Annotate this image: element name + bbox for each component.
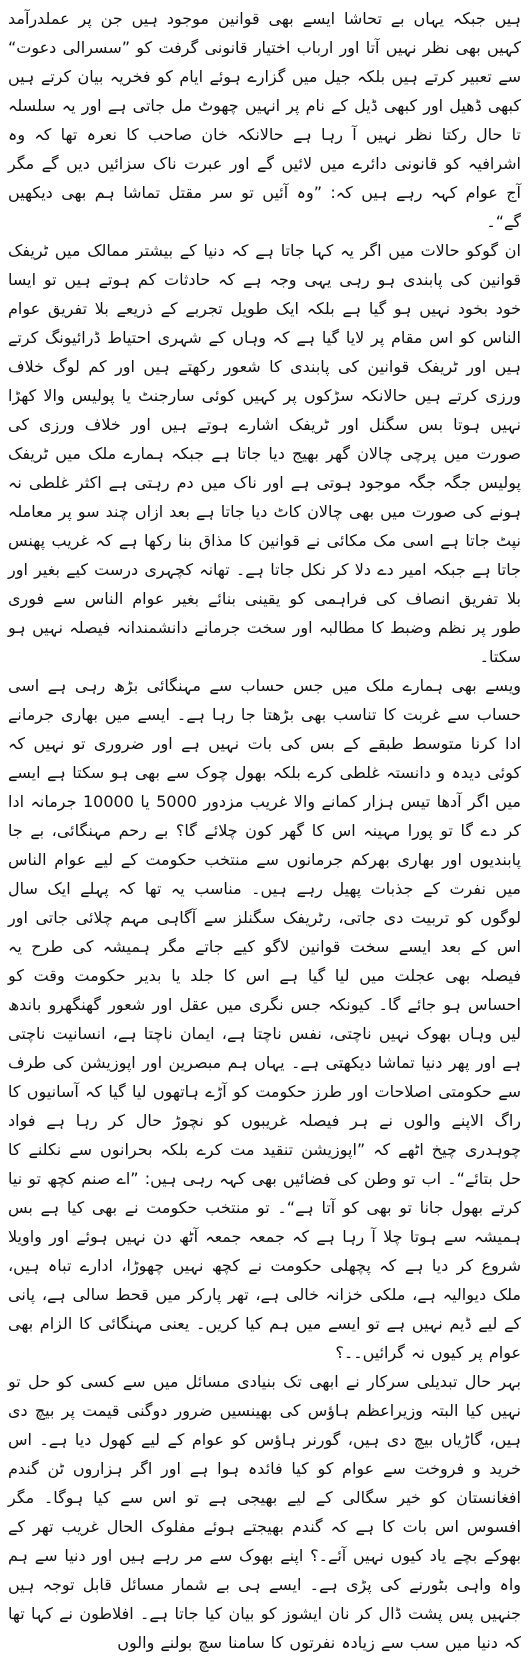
article-paragraph: ان گوکو حالات میں اگر یہ کہا جاتا ہے کہ دنیا کے بیشتر ممالک میں ٹریفک قوانین کی پابندی ہو رہی یہی وجہ ہے کہ حادثات کم ہوتے ہیں تو ایسا خود بخود نہیں ہو گیا ہے بلکہ ایک طویل تجربے کے ذریعے بلا تفریق عوام الناس کو اس مقام پر لایا گیا ہے کہ وہاں کے شہری احتیاط ڈرائیونگ کرتے ہیں اور ٹریفک قوانین کی پابندی کا شعور رکھتے ہیں اور کم لوگ خلاف ورزی کرتے ہیں حالانکہ سڑکوں پر کہیں کوئی سارجنٹ یا پولیس والا کھڑا نہیں ہوتا بس سگنل اور ٹریفک اشارے ہوتے ہیں اور خلاف ورزی کی صورت میں پرچی چالان گھر بھیج دیا جاتا ہے جبکہ ہمارے ملک میں ٹریفک پولیس جگہ جگہ موجود ہوتی ہے اور ناک میں دم رہتی ہے اکثر غلطی نہ ہونے کی صورت میں بھی چالان کاٹ دیا جاتا ہے بعد ازاں چند سو پر معاملہ نپٹ جاتا ہے اسی مک مکائی نے قوانین کا مذاق بنا رکھا ہے کہ غریب پھنس جاتا ہے جبکہ امیر دے دلا کر نکل جاتا ہے۔ تھانہ کچہری درست کیے بغیر اور بلا تفریق انصاف کی فراہمی کو یقینی بنائے بغیر عوام الناس سے فوری طور پر نظم وضبط کا مطالبہ اور سخت جرمانے دانشمندانہ فیصلہ نہیں ہو سکتا۔ — [8, 241, 521, 666]
article-paragraph: بہر حال تبدیلی سرکار نے ابھی تک بنیادی مسائل میں سے کسی کو حل تو نہیں کیا البتہ وزیراعظم ہاؤس کی بھینسیں ضرور دوگنی قیمت پر بیچ دی ہیں، گاڑیاں بیچ دی ہیں، گورنر ہاؤس کو عوام کے لیے کھول دیا ہے۔ اس خرید و فروخت سے عوام کو کیا فائدہ ہوا ہے اور اگر ہزاروں ٹن گندم افغانستان کو خیر سگالی کے لیے بھیجی ہے تو اس سے کیا ہوگا۔ مگر افسوس اس بات کا ہے کہ گندم بھیجتے ہوئے مفلوک الحال غریب تھر کے بھوکے بچے یاد کیوں نہیں آئے۔؟ اپنے بھوک سے مر رہے ہیں اور دنیا سے ہم واہ واہی بٹورنے کی پڑی ہے۔ ایسے ہی بے شمار مسائل قابل توجہ ہیں جنہیں پس پشت ڈال کر نان ایشوز کو بیان کیا جاتا ہے۔ افلاطون نے کہا تھا کہ دنیا میں سب سے زیادہ نفرتوں کا سامنا سچ بولنے والوں — [8, 1372, 521, 1652]
article-paragraph: ویسے بھی ہمارے ملک میں جس حساب سے مہنگائی بڑھ رہی ہے اسی حساب سے غربت کا تناسب بھی بڑھتا جا رہا ہے۔ ایسے میں بھاری جرمانے ادا کرنا متوسط طبقے کے بس کی بات نہیں ہے اور ضروری تو نہیں کہ کوئی دیدہ و دانستہ غلطی کرے بلکہ بھول چوک سے بھی ہو سکتا ہے ایسے میں اگر آدھا تیس ہزار کمانے والا غریب مزدور 5000 یا 10000 جرمانہ ادا کر دے گا تو پورا مہینہ اس کا گھر کون چلائے گا؟ بے رحم مہنگائی، بے جا پابندیوں اور بھاری بھرکم جرمانوں سے منتخب حکومت کے لیے عوام الناس میں نفرت کے جذبات پھیل رہے ہیں۔ مناسب یہ تھا کہ پہلے ایک سال لوگوں کو تربیت دی جاتی، رٹریفک سگنلز سے آگاہی مہم چلائی جاتی اور اس کے بعد ایسے سخت قوانین لاگو کیے جاتے مگر ہمیشہ کی طرح یہ فیصلہ بھی عجلت میں لیا گیا ہے اس کا جلد یا بدیر حکومت وقت کو احساس ہو جائے گا۔ کیونکہ جس نگری میں عقل اور شعور گھنگھرو باندھ لیں وہاں بھوک نہیں ناچتی، نفس ناچتا ہے، ایمان ناچتا ہے، انسانیت ناچتی ہے اور پھر دنیا تماشا دیکھتی ہے۔ یہاں ہم مبصرین اور اپوزیشن کی طرف سے حکومتی اصلاحات اور طرز حکومت کو آڑے ہاتھوں لیا گیا کہ آسانیوں کا راگ الاپنے والوں نے ہر فیصلہ غریبوں کو نچوڑ حال کر رہا ہے فواد چوہدری چیخ اٹھے کہ ”اپوزیشن تنقید مت کرے بلکہ بحرانوں سے نکلنے کا حل بتائے“۔ اب تو وطن کی فضائیں بھی کہہ رہی ہیں: ”اے صنم کچھ تو نیا کرتے بھول جانا تو بھی کو آتا ہے“۔ تو منتخب حکومت نے بھی کیا ہے بس ہمیشہ سے ہوتا چلا آ رہا ہے کہ جمعہ جمعہ آٹھ دن نہیں ہوئے اور واویلا شروع کر دیا ہے کہ پچھلی حکومت نے کچھ نہیں چھوڑا، ادارے تباہ ہیں، ملک دیوالیہ ہے، ملکی خزانہ خالی ہے، تھر پارکر میں قحط سالی ہے، پانی کے لیے ڈیم نہیں ہے تو ایسے میں ہم کیا کریں۔ یعنی مہنگائی کا الزام بھی عوام پر کیوں نہ گرائیں۔۔؟ — [8, 676, 522, 1362]
article-paragraph: ہیں جبکہ یہاں بے تحاشا ایسے بھی قوانین موجود ہیں جن پر عملدرآمد کہیں بھی نظر نہیں آتا اور ارباب اختیار قانونی گرفت کو ”سسرالی دعوت“ سے تعبیر کرتے ہیں بلکہ جیل میں گزارے ہوئے ایام کو فخریہ بیان کرتے ہیں کبھی ڈھیل اور کبھی ڈیل کے نام پر انہیں چھوٹ مل جاتی ہے اور یہ سلسلہ تا حال رکتا نظر نہیں آ رہا ہے حالانکہ خان صاحب کا نعرہ تھا کہ وہ اشرافیہ کو قانونی دائرے میں لائیں گے اور عبرت ناک سزائیں دیں گے مگر آج عوام کہہ رہے ہیں کہ: ”وہ آئیں تو سر مقتل تماشا ہم بھی دیکھیں گے“۔ — [8, 9, 521, 231]
